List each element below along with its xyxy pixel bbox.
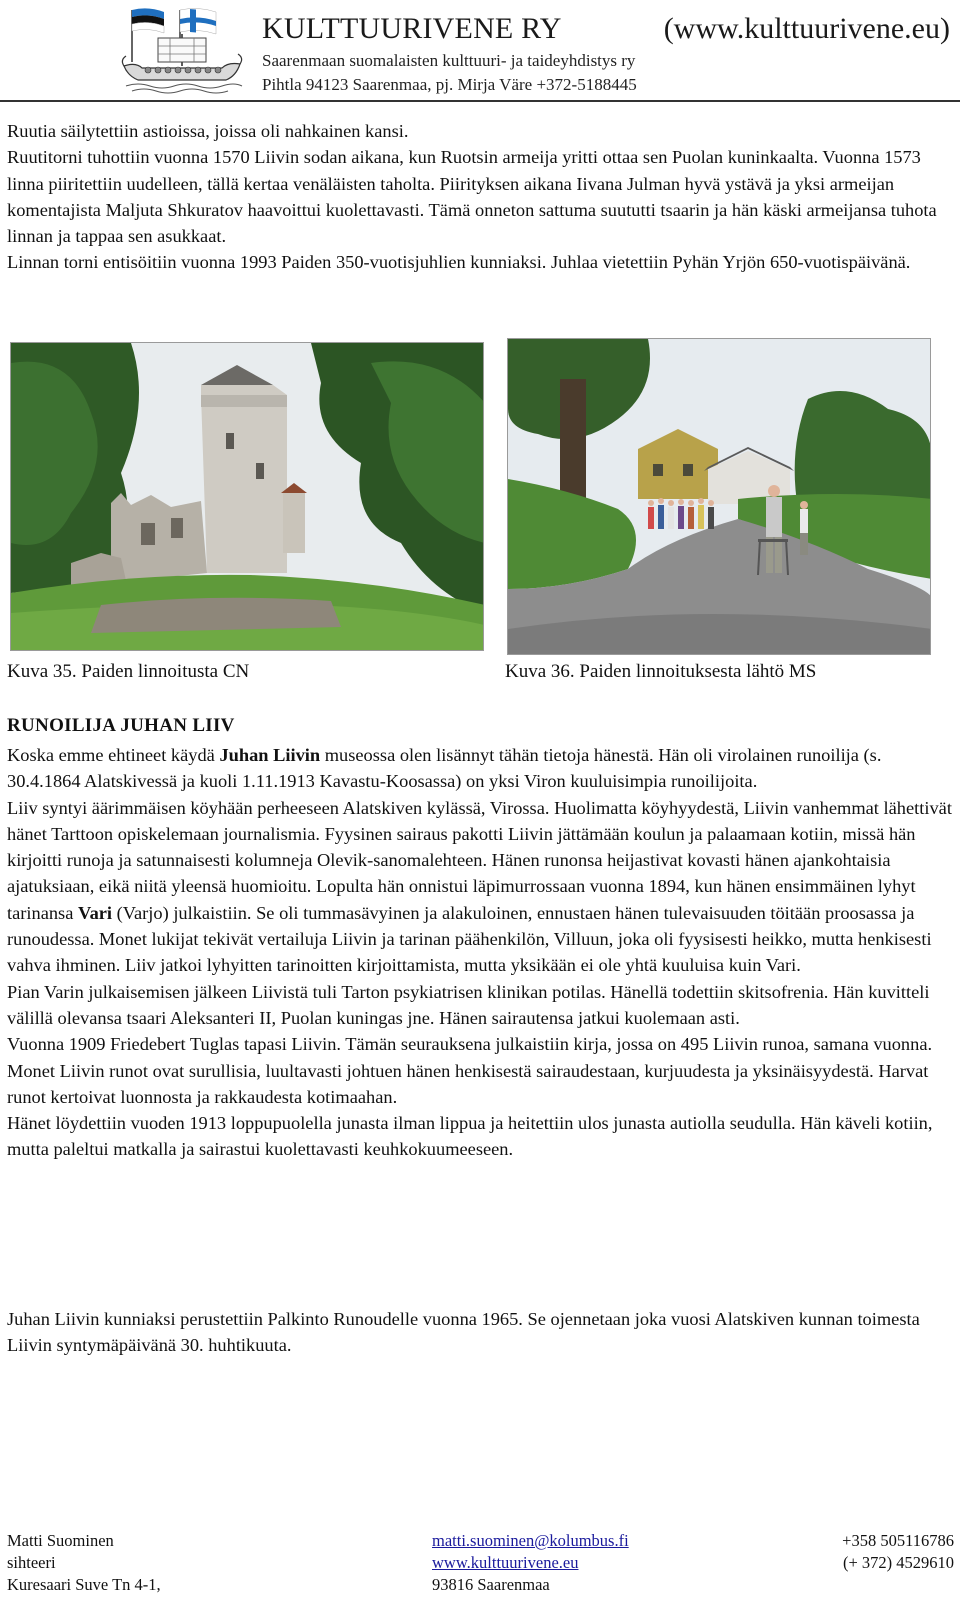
organization-address: Pihtla 94123 Saarenmaa, pj. Mirja Väre +372-5188445 <box>262 75 637 94</box>
footer-contact-middle <box>432 1530 629 1596</box>
footer-role: sihteeri <box>7 1553 56 1572</box>
document-header <box>0 0 960 102</box>
section-title: RUNOILIJA JUHAN LIIV <box>7 715 235 736</box>
story-title: Vari <box>77 902 113 923</box>
footer-contact-right <box>842 1530 954 1574</box>
photo-caption-36: Kuva 36. Paiden linnoituksesta lähtö MS <box>505 661 817 682</box>
footer-phone-estonia: (+ 372) 4529610 <box>842 1553 954 1572</box>
footer-contact-left <box>7 1530 161 1596</box>
footer-phone-finland: +358 505116786 <box>842 1531 954 1550</box>
footer-website-link[interactable]: www.kulttuurivene.eu <box>432 1553 579 1572</box>
section-text-end: (Varjo) julkaistiin. Se oli tummasävyinen ja alakuloinen, ennustaen hänen tulevaisuuden töitään proosassa ja runoudessa. Monet lukijat tekivät vertailuja Liivin ja tarinan päähenkilön, Villuun, joka oli fyysisesti heikko, mutta henkisesti vahva ihminen. Liiv jatkoi lyhyitten tarinoitten kirjoittamista, mutta yksikään ei ole yhtä kuuluisa kuin Vari. Pian Varin julkaisemisen jälkeen Liivistä tuli Tarton psykiatrisen klinikan potilas. Hänellä todettiin skitsofrenia. Hän kuvitteli välillä olevansa tsaari Aleksanteri II, Puolan kuningas jne. Hänen sairautensa jatkui kuolemaan asti. Vuonna 1909 Friedebert Tuglas tapasi Liivin. Tämän seurauksena julkaistiin kirja, jossa on 495 Liivin runoa, samana vuonna. Monet Liivin runot ovat surullisia, luultavasti johtuen hänen henkisestä sairaudestaan, kurjuudesta ja yksinäisyydestä. Harvat runot kertoivat luonnosta ja rakkaudesta kotimaahan. Hänet löydettiin vuoden 1913 loppupuolella junasta ilman lippua ja heitettiin ulos junasta autiolla seudulla. Hän käveli kotiin, mutta paleltui matkalla ja sairastui kuolettavasti keuhkokuumeeseen. <box>7 902 933 1160</box>
ship-logo-icon <box>118 4 246 94</box>
intro-paragraph: Ruutia säilytettiin astioissa, joissa oli nahkainen kansi. Ruutitorni tuhottiin vuonna 1570 Liivin sodan aikana, kun Ruotsin armeija yritti ottaa sen Puolan kuninkaalta. Vuonna 1573 linna piiritettiin uudelleen, tällä kertaa venäläisten taholta. Piirityksen aikana Iivana Julman hyvä ystävä ja yksi armeijan komentajista Maljuta Shkuratov haavoittui kuolettavasti. Tämä onneton sattuma suututti tsaarin ja hän käski armeijansa tuhota linnan ja tappaa sen asukkaat. Linnan torni entisöitiin vuonna 1993 Paiden 350-vuotisjuhlien kunniaksi. Juhlaa vietettiin Pyhän Yrjön 650-vuotispäivänä. <box>7 121 937 273</box>
header-divider <box>0 100 960 102</box>
section-text-start: Koska emme ehtineet käydä <box>7 745 220 765</box>
document-footer <box>0 1530 960 1599</box>
poet-name: Juhan Liivin <box>219 745 321 765</box>
organization-website: (www.kulttuurivene.eu) <box>663 12 950 45</box>
photo-castle-tower <box>10 342 484 651</box>
footer-postal: 93816 Saarenmaa <box>432 1575 550 1594</box>
organization-subtitle: Saarenmaan suomalaisten kulttuuri- ja taideyhdistys ry <box>262 51 636 70</box>
section-text-middle: museossa olen lisännyt tähän tietoja hänestä. Hän oli virolainen runoilija (s. 30.4.1864 Alatskivessä ja kuoli 1.11.1913 Kavastu-Koosassa) on yksi Viron kuuluisimpia runoilijoita. Liiv syntyi äärimmäisen köyhään perheeseen Alatskiven kylässä, Virossa. Huolimatta köyhyydestä, Liivin vanhemmat lähettivät hänet Tarttoon opiskelemaan journalismia. Fyysinen sairaus pakotti Liivin jättämään koulun ja palaamaan kotiin, missä hän kirjoitti runoja ja satunnaisesti kolumneja Olevik-sanomalehteen. Hänen runonsa heijastivat kovasti hänen ajankohtaisia ajatuksiaan, eikä niitä yleensä huomioitu. Lopulta hän onnistui läpimurrossaan vuonna 1894, kun hänen ensimmäinen lyhyt tarinansa <box>7 745 952 923</box>
organization-name: KULTTUURIVENE RY <box>262 12 562 45</box>
closing-paragraph: Juhan Liivin kunniaksi perustettiin Palkinto Runoudelle vuonna 1965. Se ojennetaan joka vuosi Alatskiven kunnan toimesta Liivin syntymäpäivänä 30. huhtikuuta. <box>7 1309 920 1356</box>
section-body <box>7 742 953 1163</box>
photo-caption-35: Kuva 35. Paiden linnoitusta CN <box>7 661 250 682</box>
footer-email-link[interactable]: matti.suominen@kolumbus.fi <box>432 1531 629 1550</box>
footer-name: Matti Suominen <box>7 1531 114 1550</box>
photo-fortress-departure <box>507 338 931 655</box>
footer-street: Kuresaari Suve Tn 4-1, <box>7 1575 161 1594</box>
